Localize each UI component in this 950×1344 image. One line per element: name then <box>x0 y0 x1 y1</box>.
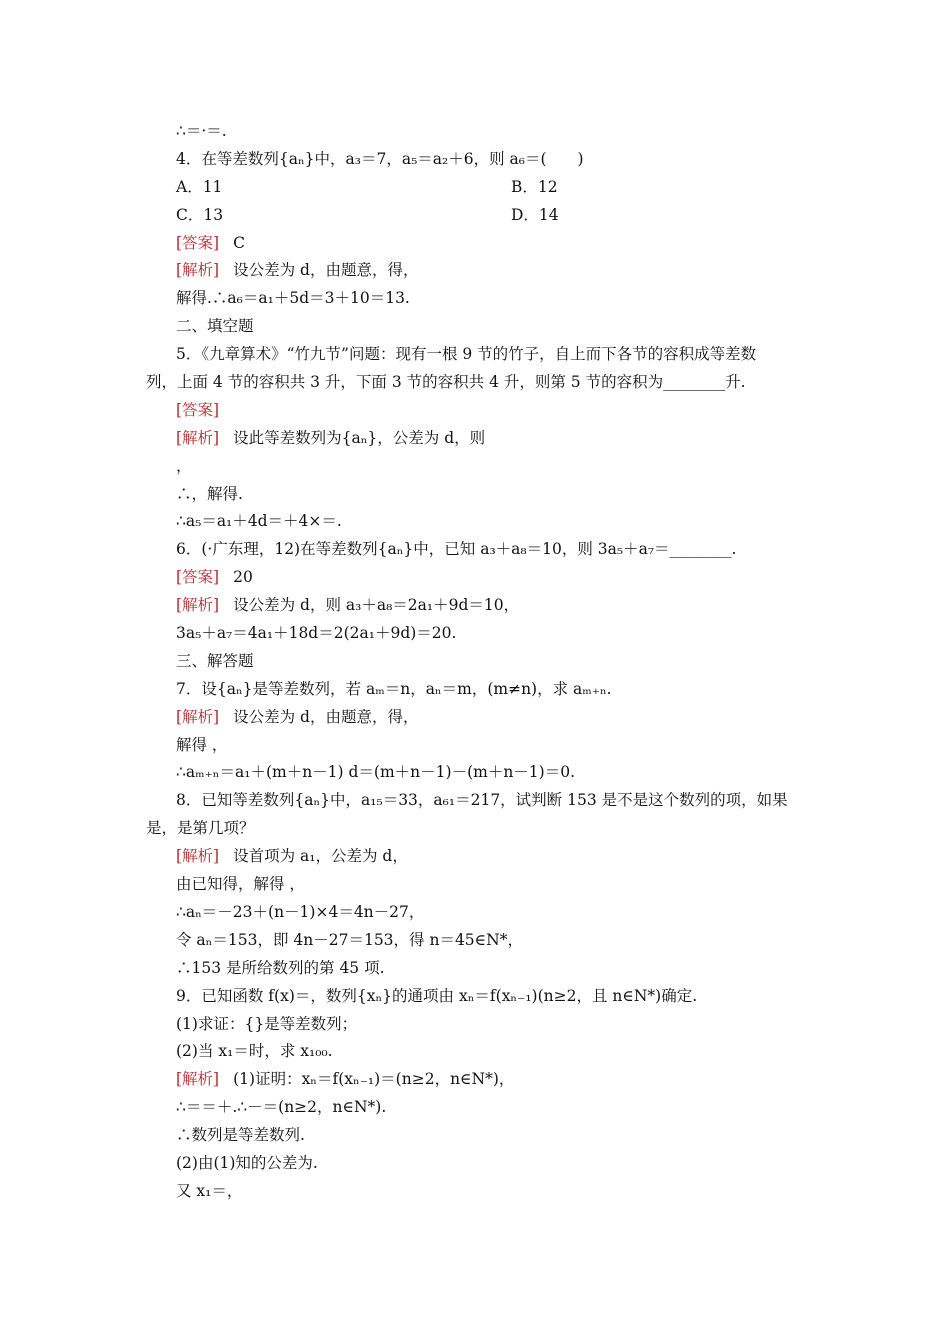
answer-line <box>146 397 806 425</box>
text-line: 令 aₙ＝153，即 4n－27＝153，得 n＝45∈N*， <box>176 930 523 949</box>
text-line: ∴＝＝＋.∴－＝(n≥2，n∈N*). <box>176 1098 387 1117</box>
text-line: 由已知得，解得 ， <box>176 875 305 894</box>
text-line: ∴＝·＝. <box>176 122 227 140</box>
question-5: 5．《九章算术》“竹九节”问题：现有一根 9 节的竹子，自上而下各节的容积成等差数 <box>176 345 757 364</box>
text-line: 3a₅＋a₇＝4a₁＋18d＝2(2a₁＋9d)＝20. <box>176 624 457 643</box>
question-8: 8．已知等差数列{aₙ}中，a₁₅＝33，a₆₁＝217，试判断 153 是不是这个数列的项，如果 <box>176 791 788 810</box>
text-line: ∴数列是等差数列. <box>176 1126 305 1145</box>
question-9: 9．已知函数 f(x)＝，数列{xₙ}的通项由 xₙ＝f(xₙ₋₁)(n≥2，且 n∈N*)确定. <box>176 986 698 1005</box>
question-6: 6．(·广东理，12)在等差数列{aₙ}中，已知 a₃＋a₈＝10，则 3a₅＋a₇＝________. <box>176 540 737 559</box>
answer-tag: [答案] <box>176 233 220 252</box>
analysis-tag: [解析] <box>176 428 220 447</box>
question-4: 4．在等差数列{aₙ}中，a₃＝7，a₅＝a₂＋6，则 a₆＝( ) <box>176 149 584 168</box>
text-line: (2)由(1)知的公差为. <box>176 1153 318 1172</box>
analysis-line <box>146 843 806 871</box>
text-line: ∴，解得. <box>176 484 243 503</box>
question-5-cont: 列，上面 4 节的容积共 3 升，下面 3 节的容积共 4 升，则第 5 节的容积为________升. <box>146 373 746 392</box>
text-line: 又 x₁＝， <box>176 1181 243 1200</box>
options-row <box>146 174 806 202</box>
analysis-tag: [解析] <box>176 847 220 866</box>
answer-line <box>146 230 806 258</box>
analysis-text: 设公差为 d，则 a₃＋a₈＝2a₁＋9d＝10， <box>233 596 520 615</box>
analysis-text: 设此等差数列为{aₙ}，公差为 d，则 <box>233 428 486 447</box>
text-line: ∴a₅＝a₁＋4d＝＋4×＝. <box>176 512 342 531</box>
answer-tag: [答案] <box>176 400 220 419</box>
options-row <box>146 202 806 230</box>
analysis-line <box>146 1066 806 1094</box>
option-b: B．12 <box>511 177 558 196</box>
document-page <box>146 118 806 1206</box>
answer-tag: [答案] <box>176 568 220 587</box>
text-line: 解得.∴a₆＝a₁＋5d＝3＋10＝13. <box>176 289 410 308</box>
answer-line <box>146 564 806 592</box>
answer-text: C <box>233 233 245 252</box>
text-line: (2)当 x₁＝时，求 x₁₀₀. <box>176 1042 333 1061</box>
question-8-cont: 是，是第几项？ <box>146 819 255 838</box>
question-7: 7．设{aₙ}是等差数列，若 aₘ＝n，aₙ＝m，(m≠n)，求 aₘ₊ₙ. <box>176 679 612 698</box>
analysis-tag: [解析] <box>176 596 220 615</box>
text-line: (1)求证：{}是等差数列； <box>176 1014 358 1033</box>
section-heading: 二、填空题 <box>176 317 254 336</box>
answer-text: 20 <box>233 568 253 587</box>
analysis-text: 设首项为 a₁，公差为 d， <box>233 847 408 866</box>
text-line: 解得 ， <box>176 735 228 754</box>
analysis-line <box>146 704 806 732</box>
text-line: ∴aₙ＝－23＋(n－1)×4＝4n－27， <box>176 902 425 921</box>
analysis-line <box>146 425 806 453</box>
section-heading: 三、解答题 <box>176 651 254 670</box>
analysis-line <box>146 592 806 620</box>
analysis-text: 设公差为 d，由题意，得， <box>233 261 419 280</box>
analysis-text: 设公差为 d，由题意，得， <box>233 707 419 726</box>
analysis-text: (1)证明：xₙ＝f(xₙ₋₁)＝(n≥2，n∈N*)， <box>233 1070 515 1089</box>
text-line: ∴aₘ₊ₙ＝a₁＋(m＋n－1) d＝(m＋n－1)－(m＋n－1)＝0. <box>176 763 575 782</box>
option-c: C．13 <box>176 205 224 224</box>
option-a: A．11 <box>176 177 223 196</box>
text-line: ， <box>176 456 192 475</box>
analysis-tag: [解析] <box>176 1070 220 1089</box>
analysis-tag: [解析] <box>176 261 220 280</box>
analysis-line <box>146 257 806 285</box>
analysis-tag: [解析] <box>176 707 220 726</box>
option-d: D．14 <box>511 205 559 224</box>
text-line: ∴153 是所给数列的第 45 项. <box>176 958 385 977</box>
